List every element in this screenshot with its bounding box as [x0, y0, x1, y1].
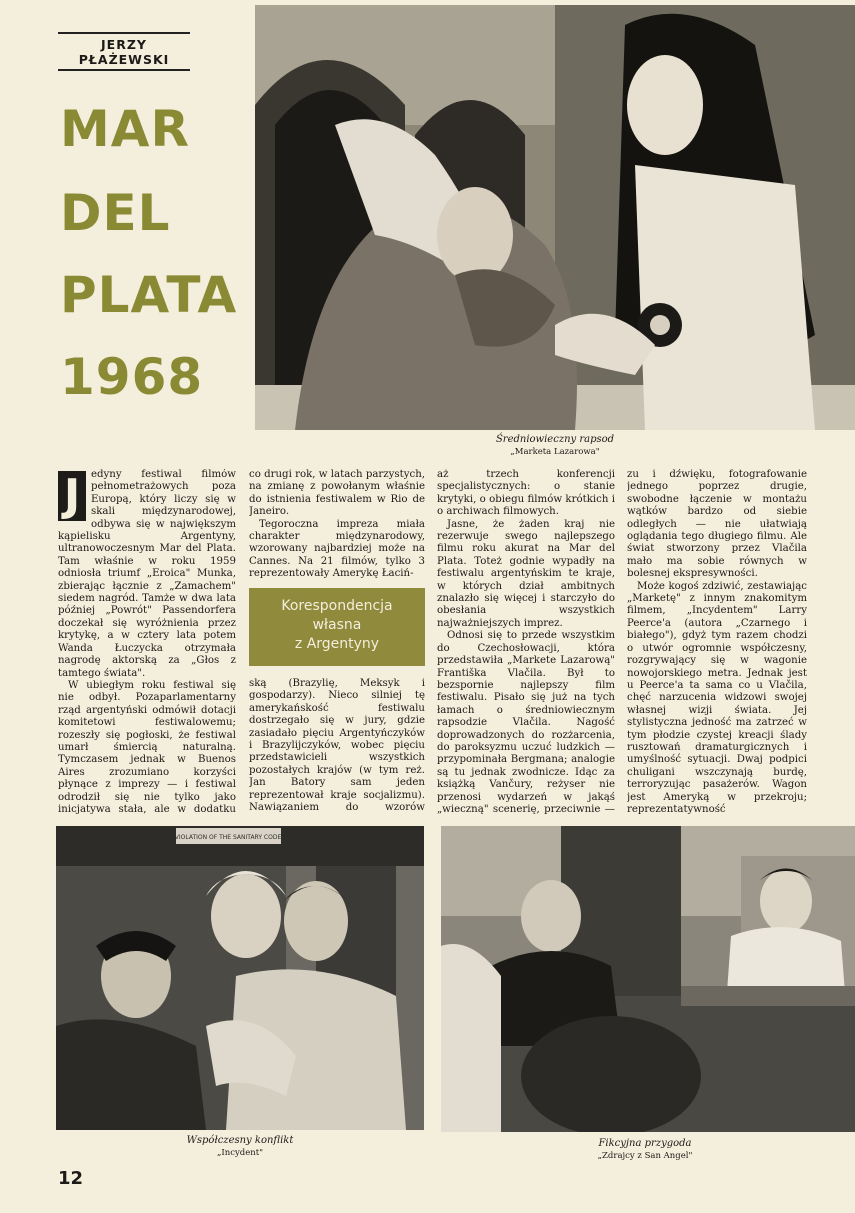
- photo-marketa-lazarova: [255, 5, 855, 430]
- page-number: 12: [58, 1168, 84, 1189]
- article-paragraph: aż trzech konferencji specjalistycznych: o stanie krytyki, o obiegu filmów krótkich i o archiwach filmowych.: [437, 469, 615, 518]
- article-paragraph: ską (Brazylię, Meksyk i gospodarzy). Nieco silniej tę amerykańskość festiwalu dostrzegało się w jury, gdzie zasiadało pięciu Argentyńczyków i Brazylijczyków, wobec pięciu przedstawicieli wszystkich pozostałych krajów (w tym reż. Jan Batory sam jeden reprezentował kraje socjalizmu). Nawiązaniem do wzorów: [249, 678, 425, 814]
- author-name: JERZY PŁAŻEWSKI: [58, 32, 190, 71]
- caption-top-photo: [450, 434, 660, 458]
- article-column-2-top: [249, 469, 425, 581]
- caption-bottom-left-subtitle: „Incydent": [216, 1148, 264, 1158]
- caption-top-subtitle: „Marketa Lazarowa": [510, 447, 600, 457]
- article-paragraph: Jasne, że żaden kraj nie rezerwuje swego najlepszego filmu roku akurat na Mar del Plata. Toteż godnie wypadły na festiwalu argentyńskim te kraje, w których dział ambitnych znalazło się więcej i starczyło do obesłania wszystkich najważniejszych imprez.: [437, 518, 615, 629]
- caption-top-title: Średniowieczny rapsod: [495, 434, 615, 445]
- photo-scene-nun-girl: [255, 5, 855, 430]
- article-column-1: [58, 469, 236, 814]
- drop-cap: J: [58, 471, 86, 521]
- title-line-4: 1968: [60, 348, 204, 406]
- photo-incydent: [56, 826, 424, 1130]
- correspondence-line-2: własna: [312, 617, 362, 633]
- correspondence-line-1: Korespondencja: [281, 598, 393, 614]
- caption-bottom-left: [150, 1135, 330, 1159]
- photo-scene-subway: [56, 826, 424, 1130]
- article-paragraph: zu i dźwięku, fotografowanie jednego poprzez drugie, swobodne łączenie w montażu wątków bardzo od siebie odległych — nie ułatwiają oglądania tego długiego filmu. Ale świat stworzony przez Vlačila mało ma sobie równych w bolesnej ekspresywności.: [627, 469, 807, 580]
- article-paragraph: Może kogoś zdziwić, zestawiając „Marketę" z innym znakomitym filmem, „Incydentem" Larry Peerce'a (autora „Czarnego i białego"), gdyż tym razem chodzi o utwór ogromnie współczesny, rozgrywający się w wagonie nowojorskiego metra. Jednak jest u Peerce'a ta sama co u Vlačila, chęć narzucenia widzowi swojej własnej wizji świata. Jej stylistyczna jedność ma zatrzeć w tym płodzie czystej kreacji ślady rusztowań dramaturgicznych i umyślność sytuacji. Dwaj podpici chuligani wszczynają burdę, terroryzując pasażerów. Wagon jest Ameryką w przekroju; reprezentatywność: [627, 580, 807, 814]
- title-line-1: MAR: [60, 100, 190, 158]
- article-paragraph: co drugi rok, w latach parzystych, na zmianę z powołanym właśnie do istnienia festiwalem w Rio de Janeiro.: [249, 469, 425, 518]
- title-line-3: PLATA: [60, 266, 238, 324]
- caption-bottom-right-title: Fikcyjna przygoda: [598, 1138, 692, 1149]
- article-column-3: [437, 469, 615, 814]
- subway-sign-text: VIOLATION OF THE SANITARY CODE: [174, 834, 282, 841]
- article-column-2-bottom: [249, 678, 425, 814]
- caption-bottom-left-title: Współczesny konflikt: [186, 1135, 294, 1146]
- article-paragraph: Tegoroczna impreza miała charakter międzynarodowy, wzorowany najbardziej może na Cannes. Na 21 filmów, tylko 3 reprezentowały Amerykę Łaciń-: [249, 518, 425, 580]
- article-column-4: [627, 469, 807, 814]
- photo-scene-table: [441, 826, 855, 1132]
- photo-zdrajcy-z-san-angel: [441, 826, 855, 1132]
- correspondence-box: [249, 588, 425, 666]
- correspondence-line-3: z Argentyny: [294, 636, 380, 652]
- title-line-2: DEL: [60, 184, 171, 242]
- caption-bottom-right: [550, 1138, 740, 1162]
- article-paragraph: W ubiegłym roku festiwal się nie odbył. Pozaparlamentarny rząd argentyński odmówił dotacji komitetowi festiwalowemu; rozeszły się pogłoski, że festiwal umarł śmiercią naturalną. Tymczasem jednak w Buenos Aires zrozumiano korzyści płynące z imprezy — i festiwal odrodził się nie tylko jako inicjatywa stała, ale w dodatku: [58, 679, 236, 814]
- article-paragraph: Odnosi się to przede wszystkim do Czechosłowacji, która przedstawiła „Markete Lazarową" Františka Vlačila. Był to bezspornie najlepszy film festiwalu. Pisało się już na tych łamach o średniowiecznym rapsodzie Vlačila. Nagość doprowadzonych do rozżarcenia, do paroksyzmu uczuć ludzkich — przypominała Bergmana; analogie są tu jednak zwodnicze. Idąc za książką Vančury, reżyser nie przenosi wydarzeń w jakąś „wieczną" scenerię, przeciwnie —: [437, 630, 615, 814]
- caption-bottom-right-subtitle: „Zdrajcy z San Angel": [597, 1151, 693, 1161]
- article-paragraph: edyny festiwal filmów pełnometrażowych poza Europą, który liczy się w skali międzynarodowej, odbywa się w największym kąpielisku Argentyny, ultranowoczesnym Mar del Plata. Tam właśnie w roku 1959 odniosła triumf „Eroica" Munka, zbierając łącznie z „Zamachem" siedem nagród. Tamże w dwa lata później „Powrót" Passendorfera doczekał się wyróżnienia przez krytykę, a w cztery lata potem Wanda Łuczycka otrzymała nagrodę aktorską za „Głos z tamtego świata".: [58, 469, 236, 679]
